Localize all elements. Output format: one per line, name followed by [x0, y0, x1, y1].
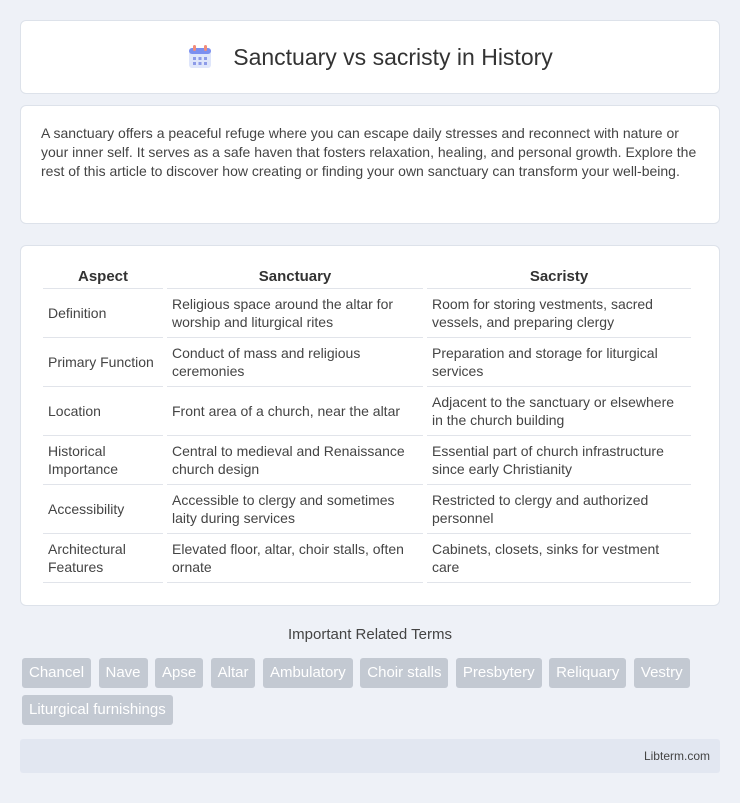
table-cell: Preparation and storage for liturgical services — [427, 337, 691, 386]
table-cell: Cabinets, closets, sinks for vestment care — [427, 533, 691, 583]
table-cell: Conduct of mass and religious ceremonies — [167, 337, 423, 386]
header-sanctuary: Sanctuary — [258, 268, 332, 285]
header-aspect: Aspect — [77, 268, 129, 285]
tag-presbytery[interactable]: Presbytery — [456, 658, 542, 688]
tag-reliquary[interactable]: Reliquary — [549, 658, 626, 688]
intro-card — [20, 105, 720, 224]
table-cell: Primary Function — [43, 337, 163, 386]
table-cell: Religious space around the altar for worship and liturgical rites — [167, 288, 423, 337]
tag-vestry[interactable]: Vestry — [634, 658, 690, 688]
table-cell: Adjacent to the sanctuary or elsewhere in the church building — [427, 386, 691, 435]
table-cell: Essential part of church infrastructure since early Christianity — [427, 435, 691, 484]
table-cell: Restricted to clergy and authorized personnel — [427, 484, 691, 533]
table-row — [43, 533, 691, 583]
table-row — [43, 337, 691, 386]
table-cell: Architectural Features — [43, 533, 163, 583]
table-cell: Definition — [43, 288, 163, 337]
table-cell: Central to medieval and Renaissance church design — [167, 435, 423, 484]
header-sacristy: Sacristy — [529, 268, 589, 285]
calendar-icon — [187, 44, 213, 70]
table-header-row — [43, 266, 691, 288]
table-cell: Location — [43, 386, 163, 435]
page-title: Sanctuary vs sacristy in History — [233, 43, 553, 70]
tag-chancel[interactable]: Chancel — [22, 658, 91, 688]
title-card — [20, 20, 720, 94]
table-cell: Front area of a church, near the altar — [167, 386, 423, 435]
table-row — [43, 435, 691, 484]
table-row — [43, 386, 691, 435]
table-row — [43, 288, 691, 337]
footer-site-link[interactable]: Libterm.com — [643, 749, 710, 763]
table-cell: Accessible to clergy and sometimes laity during services — [167, 484, 423, 533]
tag-choir-stalls[interactable]: Choir stalls — [360, 658, 448, 688]
table-cell: Accessibility — [43, 484, 163, 533]
intro-text: A sanctuary offers a peaceful refuge where you can escape daily stresses and reconnect with nature or your inner self. It serves as a safe haven that fosters relaxation, healing, and personal growth. Explore the rest of this article to discover how creating or finding your own sanctuary can transform your well-being. — [41, 125, 697, 179]
tag-ambulatory[interactable]: Ambulatory — [263, 658, 353, 688]
tag-liturgical-furnishings[interactable]: Liturgical furnishings — [22, 695, 173, 725]
tag-nave[interactable]: Nave — [99, 658, 148, 688]
tag-apse[interactable]: Apse — [155, 658, 203, 688]
comparison-card — [20, 245, 720, 606]
tag-altar[interactable]: Altar — [211, 658, 256, 688]
table-cell: Historical Importance — [43, 435, 163, 484]
table-cell: Elevated floor, altar, choir stalls, often ornate — [167, 533, 423, 583]
table-cell: Room for storing vestments, sacred vessels, and preparing clergy — [427, 288, 691, 337]
related-terms-list — [22, 658, 722, 732]
comparison-table — [39, 266, 695, 583]
related-terms-title: Important Related Terms — [288, 626, 452, 643]
table-row — [43, 484, 691, 533]
footer — [20, 739, 720, 773]
